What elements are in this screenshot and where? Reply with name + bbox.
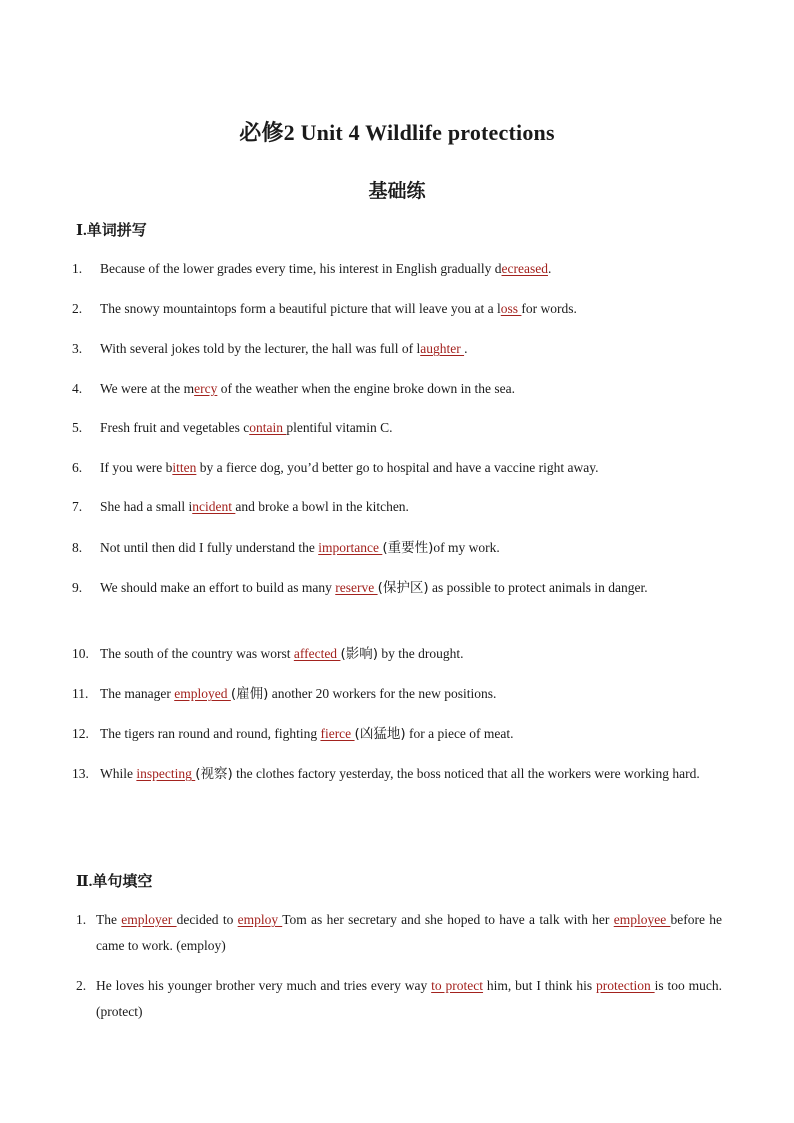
list-item: [72, 721, 722, 747]
list-item: [72, 296, 722, 322]
answer-blank[interactable]: ercy: [194, 381, 218, 396]
item-text: another 20 workers for the new positions.: [268, 686, 497, 701]
item-text: for words.: [521, 301, 577, 316]
page-title: 必修2 Unit 4 Wildlife protections: [239, 120, 555, 145]
item-number: 7.: [72, 499, 83, 514]
answer-blank[interactable]: affected: [293, 646, 341, 661]
item-text: Fresh fruit and vegetables c: [100, 420, 250, 435]
page-subtitle: 基础练: [368, 181, 426, 202]
item-text: The tigers ran round and round, fighting: [100, 726, 321, 741]
section-heading-word-spelling: Ⅰ.单词拼写: [76, 223, 147, 239]
chinese-hint: (影响): [340, 646, 378, 662]
item-text: With several jokes told by the lecturer, the hall was full of l: [100, 341, 421, 356]
answer-blank[interactable]: ontain: [249, 420, 287, 435]
list-item: [72, 376, 722, 402]
answer-blank[interactable]: to protect: [431, 978, 484, 993]
item-text: for a piece of meat.: [405, 726, 514, 741]
item-text: by a fierce dog, you’d better go to hospital and have a vaccine right away.: [196, 460, 599, 475]
item-number: 1.: [72, 261, 83, 276]
item-number: 9.: [72, 580, 83, 595]
item-text: decided to: [176, 912, 238, 927]
item-text: the clothes factory yesterday, the boss noticed that all the workers were working hard.: [232, 766, 700, 781]
answer-blank[interactable]: employ: [237, 912, 283, 927]
item-text: Because of the lower grades every time, his interest in English gradually d: [100, 261, 502, 276]
answer-blank[interactable]: importance: [318, 540, 383, 555]
item-text: Tom as her secretary and she hoped to have a talk with her: [282, 912, 614, 927]
item-text: and broke a bowl in the kitchen.: [235, 499, 409, 514]
item-text: If you were b: [100, 460, 173, 475]
list-item: [72, 494, 722, 520]
item-number: 3.: [72, 341, 83, 356]
item-text: The south of the country was worst: [100, 646, 294, 661]
chinese-hint: (保护区): [377, 580, 429, 596]
list-item: [72, 641, 722, 667]
answer-blank[interactable]: employer: [121, 912, 177, 927]
chinese-hint: (视察): [195, 766, 233, 782]
item-text: him, but I think his: [483, 978, 596, 993]
list-item: [72, 973, 722, 1025]
item-number: 4.: [72, 381, 83, 396]
list-item: [72, 415, 722, 441]
answer-blank[interactable]: itten: [172, 460, 197, 475]
item-text: .: [547, 261, 552, 276]
list-item: [72, 256, 722, 282]
item-number: 8.: [72, 540, 83, 555]
item-text: He loves his younger brother very much and tries every way: [96, 978, 432, 993]
item-number: 5.: [72, 420, 83, 435]
list-item: [72, 455, 722, 481]
item-text: is too much. (protect): [96, 978, 723, 1019]
item-number: 6.: [72, 460, 83, 475]
section-heading-sentence-fill: Ⅱ.单句填空: [76, 874, 153, 890]
list-item: [72, 681, 722, 707]
answer-blank[interactable]: protection: [595, 978, 655, 993]
answer-blank[interactable]: ecreased: [501, 261, 548, 276]
item-text: plentiful vitamin C.: [286, 420, 393, 435]
chinese-hint: (重要性): [382, 540, 434, 556]
chinese-hint: (雇佣): [230, 686, 269, 702]
item-text: While: [100, 766, 137, 781]
list-item: [72, 575, 722, 601]
item-text: The snowy mountaintops form a beautiful picture that will leave you at a l: [100, 301, 501, 316]
answer-blank[interactable]: inspecting: [136, 766, 196, 781]
answer-blank[interactable]: fierce: [320, 726, 355, 741]
item-number: 11.: [72, 686, 89, 701]
answer-blank[interactable]: ncident: [192, 499, 236, 514]
list-item: [72, 535, 722, 561]
answer-blank[interactable]: employee: [613, 912, 671, 927]
item-text: by the drought.: [377, 646, 464, 661]
item-number: 13.: [72, 766, 89, 781]
item-number: 1.: [76, 912, 87, 927]
answer-blank[interactable]: employed: [174, 686, 231, 701]
item-number: 2.: [76, 978, 87, 993]
item-number: 10.: [72, 646, 89, 661]
list-item: [72, 336, 722, 362]
item-text: The: [96, 912, 122, 927]
item-text: .: [464, 341, 468, 356]
item-number: 12.: [72, 726, 89, 741]
item-text: of the weather when the engine broke down in the sea.: [217, 381, 516, 396]
item-text: as possible to protect animals in danger.: [428, 580, 648, 595]
chinese-hint: (凶猛地): [354, 726, 406, 742]
item-text: The manager: [100, 686, 175, 701]
item-text: Not until then did I fully understand the: [100, 540, 319, 555]
list-item: [72, 907, 722, 959]
item-number: 2.: [72, 301, 83, 316]
answer-blank[interactable]: reserve: [335, 580, 378, 595]
answer-blank[interactable]: oss: [500, 301, 522, 316]
item-text: She had a small i: [100, 499, 193, 514]
answer-blank[interactable]: aughter: [420, 341, 465, 356]
item-text: We should make an effort to build as many: [100, 580, 336, 595]
list-item: [72, 761, 722, 787]
item-text: of my work.: [433, 540, 500, 555]
item-text: We were at the m: [100, 381, 195, 396]
item-text: before he came to work. (employ): [96, 912, 723, 953]
